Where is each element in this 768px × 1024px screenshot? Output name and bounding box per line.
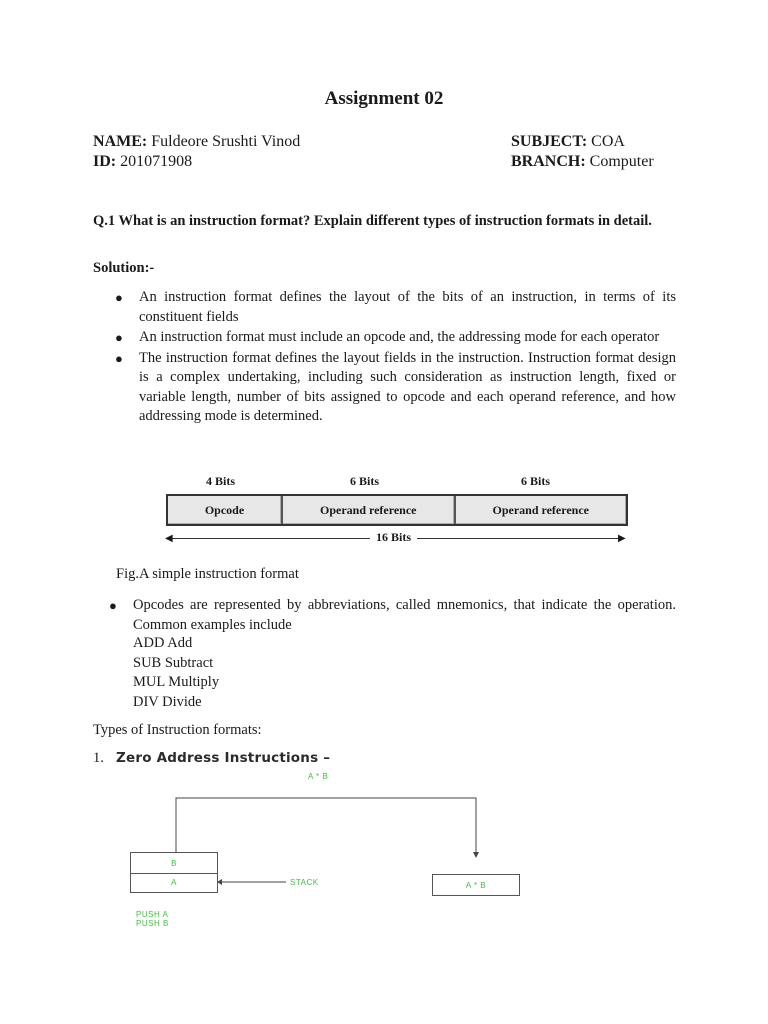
zero-address-heading bbox=[93, 750, 330, 767]
bullet-text: The instruction format defines the layout fields in the instruction. Instruction format design is a complex undertaking, including such consideration as instruction length, fixed or variable length, number of bits assigned to opcode and each operand reference, and how addressing mode is determined. bbox=[139, 349, 676, 424]
list-item bbox=[93, 596, 676, 635]
total-bits-label: 16 Bits bbox=[370, 530, 417, 545]
bullet-icon: ● bbox=[109, 598, 117, 613]
stack-label: STACK bbox=[290, 878, 319, 887]
bullet-text: An instruction format defines the layout of the bits of an instruction, in terms of its constituent fields bbox=[139, 289, 676, 325]
types-heading: Types of Instruction formats: bbox=[93, 722, 262, 738]
subject-line bbox=[511, 133, 625, 151]
opcode-example: ADD Add bbox=[133, 635, 193, 651]
push-b-label: PUSH B bbox=[136, 919, 169, 928]
branch-value: Computer bbox=[589, 153, 654, 170]
solution-label: Solution:- bbox=[93, 260, 155, 276]
opcode-example: DIV Divide bbox=[133, 693, 202, 710]
bullet-list bbox=[93, 288, 676, 428]
stack-b-label: B bbox=[171, 858, 177, 868]
product-label: A * B bbox=[308, 772, 329, 781]
list-item bbox=[93, 328, 676, 348]
name-line bbox=[93, 133, 300, 151]
operand-field: Operand reference bbox=[456, 496, 627, 524]
bullet-icon: ● bbox=[115, 330, 123, 345]
bullet-icon: ● bbox=[115, 290, 123, 305]
item-title: Zero Address Instructions – bbox=[116, 750, 331, 766]
zero-address-figure bbox=[118, 768, 538, 938]
figure-caption: Fig.A simple instruction format bbox=[116, 566, 299, 582]
name-label: NAME: bbox=[93, 133, 148, 150]
instruction-format-figure bbox=[160, 470, 630, 550]
assignment-title: Assignment 02 bbox=[324, 88, 444, 109]
opcode-field: Opcode bbox=[168, 496, 283, 524]
arrow-left-icon: ◀ bbox=[165, 533, 173, 544]
result-box bbox=[432, 874, 520, 896]
id-line bbox=[93, 153, 192, 171]
list-item bbox=[93, 288, 676, 327]
arrow-right-icon: ▶ bbox=[618, 533, 626, 544]
bits-label: 6 Bits bbox=[521, 474, 551, 488]
list-item bbox=[93, 349, 676, 427]
bits-label: 4 Bits bbox=[206, 474, 236, 488]
branch-line bbox=[511, 153, 654, 171]
bullet-list-2 bbox=[93, 596, 676, 635]
subject-label: SUBJECT: bbox=[511, 133, 588, 150]
stack-cell-b bbox=[130, 852, 218, 874]
bullet-icon: ● bbox=[115, 350, 123, 366]
bullet-text: An instruction format must include an opcode and, the addressing mode for each operator bbox=[139, 329, 660, 345]
opcode-example: SUB Subtract bbox=[133, 654, 214, 671]
item-number: 1. bbox=[93, 750, 104, 766]
question-text: Q.1 What is an instruction format? Explain different types of instruction formats in detail. bbox=[93, 213, 652, 229]
opcode-example: MUL Multiply bbox=[133, 674, 220, 690]
opcode-examples bbox=[133, 634, 219, 712]
stack-cell-a bbox=[130, 872, 218, 893]
operand-field: Operand reference bbox=[283, 496, 456, 524]
name-value: Fuldeore Srushti Vinod bbox=[151, 133, 301, 150]
subject-value: COA bbox=[591, 133, 625, 150]
result-label: A * B bbox=[465, 880, 487, 890]
bullet-text: Opcodes are represented by abbreviations, called mnemonics, that indicate the operation. Common examples include bbox=[133, 597, 676, 633]
branch-label: BRANCH: bbox=[511, 153, 586, 170]
id-value: 201071908 bbox=[120, 153, 193, 170]
id-label: ID: bbox=[93, 153, 117, 170]
stack-a-label: A bbox=[171, 877, 177, 887]
push-a-label: PUSH A bbox=[136, 910, 169, 919]
format-row bbox=[166, 494, 628, 526]
bits-label: 6 Bits bbox=[350, 474, 380, 488]
